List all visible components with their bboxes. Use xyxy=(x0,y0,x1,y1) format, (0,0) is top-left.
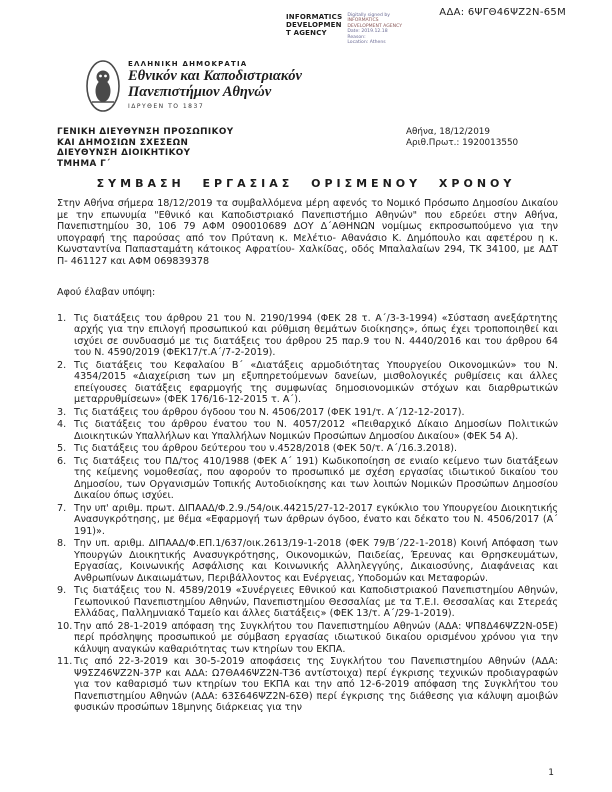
item-number: 9. xyxy=(57,585,67,596)
signature-agency-line: DEVELOPMEN xyxy=(286,21,342,29)
page-number: 1 xyxy=(548,768,554,778)
item-text: Τις διατάξεις του άρθρου 21 του Ν. 2190/1994 (ΦΕΚ 28 τ. Α΄/3-3-1994) «Σύσταση ανεξάρτητης αρχής για την επιλογή προσωπικού και ρύθμιση θεμάτων διοίκησης», όπως έχει τροποποιηθεί και ισχύει σε συνδυασμό με τις διατάξεις του άρθρου 25 παρ.9 του Ν. 4440/2016 και του άρθρου 64 του Ν. 4590/2019 (ΦΕΚ17/τ.Α΄/7-2-2019). xyxy=(74,312,558,358)
list-item xyxy=(57,407,558,419)
item-number: 4. xyxy=(57,419,67,430)
signature-agency-line: INFORMATICS xyxy=(286,13,343,21)
considering-heading: Αφού έλαβαν υπόψη: xyxy=(57,287,156,298)
university-name-line2: Πανεπιστήμιον Αθηνών xyxy=(128,84,272,100)
signature-detail-line: Reason: xyxy=(347,34,366,40)
item-text: Τις από 22-3-2019 και 30-5-2019 αποφάσεις της Συγκλήτου του Πανεπιστημίου Αθηνών (ΑΔΑ: Ψ9ΣΖ46ΨΖ2Ν-37Ρ και ΑΔΑ: Ω7ΘΑ46ΨΖ2Ν-Τ36 αντίστοιχα) περί έγκρισης τεχνικών προδιαγραφών για τον καθαρισμό των κτηρίων του ΕΚΠΑ και την από 12-6-2019 απόφαση της Συγκλήτου του Πανεπιστημίου Αθηνών (ΑΔΑ: 63Σ646ΨΖ2Ν-6ΣΘ) περί έγκρισης της διάθεσης για κάλυψη αμοιβών φυσικών προσώπων 18μηνης διάρκειας για την xyxy=(74,656,558,713)
department-line: ΓΕΝΙΚΗ ΔΙΕΥΘΥΝΣΗ ΠΡΟΣΩΠΙΚΟΥ xyxy=(57,127,234,137)
signature-agency-line: T AGENCY xyxy=(286,29,327,37)
reference-block xyxy=(406,127,518,149)
item-number: 5. xyxy=(57,443,67,454)
university-text-block xyxy=(128,58,302,110)
item-number: 3. xyxy=(57,406,67,418)
item-number: 11. xyxy=(57,656,73,667)
intro-paragraph: Στην Αθήνα σήμερα 18/12/2019 τα συμβαλλόμενα μέρη αφενός το Νομικό Πρόσωπο Δημοσίου Δικαίου με την επωνυμία "Εθνικό και Καποδιστριακό Πανεπιστήμιο Αθηνών" που εδρεύει στην Αθήνα, Πανεπιστημίου 30, 106 79 ΑΦΜ 090010689 ΔΟΥ Δ΄ΑΘΗΝΩΝ νομίμως εκπροσωπούμενο για την υπογραφή της παρούσας από τον Πρύτανη κ. Μελέτιο- Αθανάσιο Κ. Δημόπουλο και αφετέρου η κ. Κωνσταντίνα Παπασταμάτη κάτοικος Αφρατίου- Χαλκίδας, οδός Μπαλαλαίων 294, ΤΚ 34100, με ΑΔΤ Π- 461127 και ΑΦΜ 069839378 xyxy=(57,198,558,267)
signature-detail-line: INFORMATICS xyxy=(347,18,379,24)
list-item xyxy=(57,656,558,714)
item-text: Τις διατάξεις του άρθρου δεύτερου του ν.4528/2018 (ΦΕΚ 50/τ. Α΄/16.3.2018). xyxy=(74,443,457,454)
university-founded: ΙΔΡΥΘΕΝ ΤΟ 1837 xyxy=(128,103,205,110)
list-item xyxy=(57,503,558,538)
ada-code: ΑΔΑ: 6ΨΓΘ46ΨΖ2Ν-65Μ xyxy=(439,7,566,18)
protocol-number: Αριθ.Πρωτ.: 1920013550 xyxy=(406,138,519,148)
item-number: 2. xyxy=(57,359,67,371)
signature-agency-name xyxy=(286,13,342,37)
university-header xyxy=(84,58,302,114)
signature-detail-line: Date: 2019.12.18 xyxy=(347,29,388,35)
item-text: Τις διατάξεις του ΠΔ/τος 410/1988 (ΦΕΚ Α΄ 191) Κωδικοποίηση σε ενιαίο κείμενο των διατάξεων της κείμενης νομοθεσίας, που αφορούν το προσωπικό με σχέση εργασίας ιδιωτικού δικαίου του Δημοσίου, των Οργανισμών Τοπικής Αυτοδιοίκησης και των λοιπών Νομικών Προσώπων Δημοσίου Δικαίου όπως ισχύει. xyxy=(74,455,558,501)
item-text: Την από 28-1-2019 απόφαση της Συγκλήτου του Πανεπιστημίου Αθηνών (ΑΔΑ: ΨΠ8Δ46ΨΖ2Ν-05Ε) περί πρόσληψης προσωπικού με σύμβαση εργασίας ιδιωτικού δικαίου ορισμένου χρόνου για την κάλυψη αναγκών καθαριότητας των κτηρίων του ΕΚΠΑ. xyxy=(74,620,558,655)
state-name: ΕΛΛΗΝΙΚΗ ΔΗΜΟΚΡΑΤΙΑ xyxy=(128,60,248,68)
list-item xyxy=(57,419,558,442)
signature-detail-line: Digitally signed by xyxy=(347,13,391,18)
item-number: 6. xyxy=(57,455,67,467)
university-name-line1: Εθνικόν και Καποδιστριακόν xyxy=(128,68,302,84)
signature-detail-line: Location: Athens xyxy=(347,40,386,46)
item-text: Την υπ. αριθμ. ΔΙΠΑΑΔ/Φ.ΕΠ.1/637/οικ.2613/19-1-2018 (ΦΕΚ 79/Β΄/22-1-2018) Κοινή Απόφαση των Υπουργών Διοικητικής Ανασυγκρότησης, Οικονομικών, Παιδείας, Έρευνας και Θρησκευμάτων, Εργασίας, Κοινωνικής Ασφάλισης και Κοινωνικής Αλληλεγγύης, Δικαιοσύνης, Διαφάνειας και Ανθρωπίνων Δικαιωμάτων, Περιβάλλοντος και Ενέργειας, Υποδομών και Μεταφορών. xyxy=(74,538,558,584)
list-item xyxy=(57,313,558,359)
list-item xyxy=(57,443,558,455)
department-line: ΤΜΗΜΑ Γ΄ xyxy=(57,158,111,169)
university-owl-emblem-icon xyxy=(84,58,122,114)
signature-details xyxy=(347,13,402,45)
department-line: ΔΙΕΥΘΥΝΣΗ ΔΙΟΙΚΗΤΙΚΟΥ xyxy=(57,148,191,159)
digital-signature-stamp xyxy=(286,13,402,45)
item-text: Την υπ' αριθμ. πρωτ. ΔΙΠΑΑΔ/Φ.2.9./54/οικ.44215/27-12-2017 εγκύκλιο του Υπουργείου Διοικητικής Ανασυγκρότησης, με θέμα «Εφαρμογή των άρθρων όγδοο, ένατο και δέκατο του Ν. 4506/2017 (Α΄ 191)». xyxy=(74,502,558,537)
list-item xyxy=(57,585,558,620)
signature-detail-line: DEVELOPMENT AGENCY xyxy=(347,23,403,29)
item-text: Τις διατάξεις του άρθρου όγδοου του Ν. 4506/2017 (ΦΕΚ 191/τ. Α΄/12-12-2017). xyxy=(74,406,465,418)
item-text: Τις διατάξεις του Ν. 4589/2019 «Συνέργειες Εθνικού και Καποδιστριακού Πανεπιστημίου Αθηνών, Γεωπονικού Πανεπιστημίου Αθηνών, Πανεπιστημίου Θεσσαλίας με τα Τ.Ε.Ι. Θεσσαλίας και Στερεάς Ελλάδας, Παλλημνιακό Ταμείο και άλλες διατάξεις» (ΦΕΚ 13/τ. Α΄/29-1-2019). xyxy=(74,585,558,619)
item-number: 8. xyxy=(57,538,67,549)
place-date: Αθήνα, 18/12/2019 xyxy=(406,127,490,137)
document-title: ΣΥΜΒΑΣΗ ΕΡΓΑΣΙΑΣ ΟΡΙΣΜΕΝΟΥ ΧΡΟΝΟΥ xyxy=(96,177,516,190)
document-body xyxy=(57,198,558,715)
list-item xyxy=(57,538,558,584)
item-number: 10. xyxy=(57,620,73,632)
department-block xyxy=(57,127,233,169)
list-item xyxy=(57,456,558,502)
item-text: Τις διατάξεις του άρθρου ένατου του Ν. 4057/2012 «Πειθαρχικό Δίκαιο Δημοσίων Πολιτικών Διοικητικών Υπαλλήλων και Υπαλλήλων Νομικών Προσώπων Δημοσίου Δικαίου» (ΦΕΚ 54 Α). xyxy=(74,419,558,442)
department-line: ΚΑΙ ΔΗΜΟΣΙΩΝ ΣΧΕΣΕΩΝ xyxy=(57,137,189,148)
list-item xyxy=(57,360,558,406)
item-number: 7. xyxy=(57,502,67,514)
item-text: Τις διατάξεις του Κεφαλαίου Β΄ «Διατάξεις αρμοδιότητας Υπουργείου Οικονομικών» του Ν. 4354/2015 «Διαχείριση των μη εξυπηρετούμενων δανείων, μισθολογικές ρυθμίσεις και άλλες επείγουσες διατάξεις εφαρμογής της συμφωνίας δημοσιονομικών στόχων και διαρθρωτικών μεταρρυθμίσεων» (ΦΕΚ 176/16-12-2015 τ. Α΄). xyxy=(74,359,558,405)
considerations-list xyxy=(57,313,558,714)
item-number: 1. xyxy=(57,312,67,324)
list-item xyxy=(57,621,558,656)
